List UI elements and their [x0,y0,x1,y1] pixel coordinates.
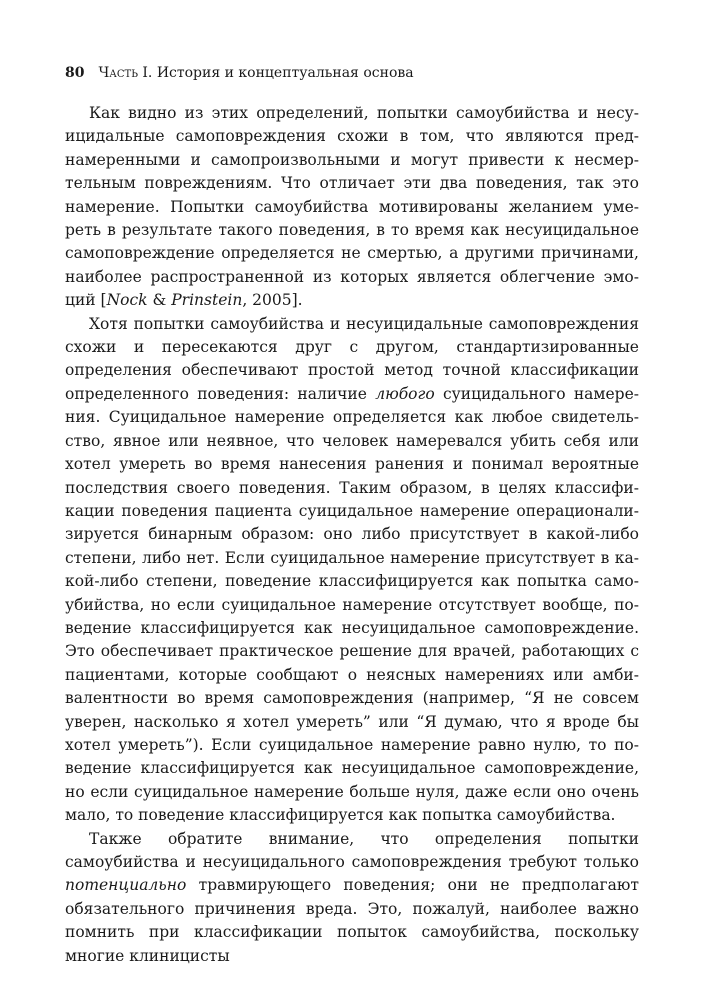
running-header [65,63,639,83]
text-run: Как видно из этих определений, попытки самоубийства и несуицидальные самоповреждения схожи в том, что являются преднамеренными и самопроизвольными и могут привести к несмертельным повреждениям. Что отличает эти два поведения, так это намерение. Попытки самоубийства мотивированы желанием умереть в результате такого поведения, в то время как несуицидальное самоповреждение определяется не смертью, а другими причинами, наиболее распространенной из которых является облегчение эмоций [ [65,104,639,310]
paragraph [65,828,639,968]
paragraph [65,313,639,828]
book-page [65,0,639,1000]
body-text [65,102,639,968]
page-number: 80 [65,65,85,81]
part-label: Часть I. [98,65,153,81]
italic-text: потенциально [65,876,187,895]
italic-text: Nock [106,291,148,310]
text-run: & [147,291,172,310]
paragraph [65,102,639,313]
italic-text: любого [375,384,435,403]
italic-text: Prinstein [171,291,243,310]
section-title: История и концептуальная основа [156,65,414,81]
text-run: Хотя попытки самоубийства и несуицидальные самоповреждения схожи и пересекаются друг с другом, стандартизированные определения обеспечивают простой метод точной классификации определенного поведения: наличие [65,314,639,403]
text-run: Также обратите внимание, что определения попытки самоубийства и несуицидального самоповреждения требуют только [65,829,639,871]
text-run: травмирующего поведения; они не предполагают обязательного причинения вреда. Это, пожалуй, наиболее важно помнить при классификации попыток самоубийства, поскольку многие клиницисты [65,876,639,965]
text-run: , 2005]. [242,291,303,310]
text-run: суицидального намерения. Суицидальное намерение определяется как любое свидетельство, явное или неявное, что человек намеревался убить себя или хотел умереть во время нанесения ранения и понимал вероятные последствия своего поведения. Таким образом, в целях классификации поведения пациента суицидальное намерение операционализируется бинарным образом: оно либо присутствует в какой-либо степени, либо нет. Если суицидальное намерение присутствует в какой-либо степени, поведение классифицируется как попытка самоубийства, но если суицидальное намерение отсутствует вообще, поведение классифицируется как несуицидальное самоповреждение. Это обеспечивает практическое решение для врачей, работающих с пациентами, которые сообщают о неясных намерениях или амбивалентности во время самоповреждения (например, “Я не совсем уверен, насколько я хотел умереть” или “Я думаю, что я вроде бы хотел умереть”). Если суицидальное намерение равно нулю, то поведение классифицируется как несуицидальное самоповреждение, но если суицидальное намерение больше нуля, даже если оно очень мало, то поведение классифицируется как попытка самоубийства. [65,384,639,825]
